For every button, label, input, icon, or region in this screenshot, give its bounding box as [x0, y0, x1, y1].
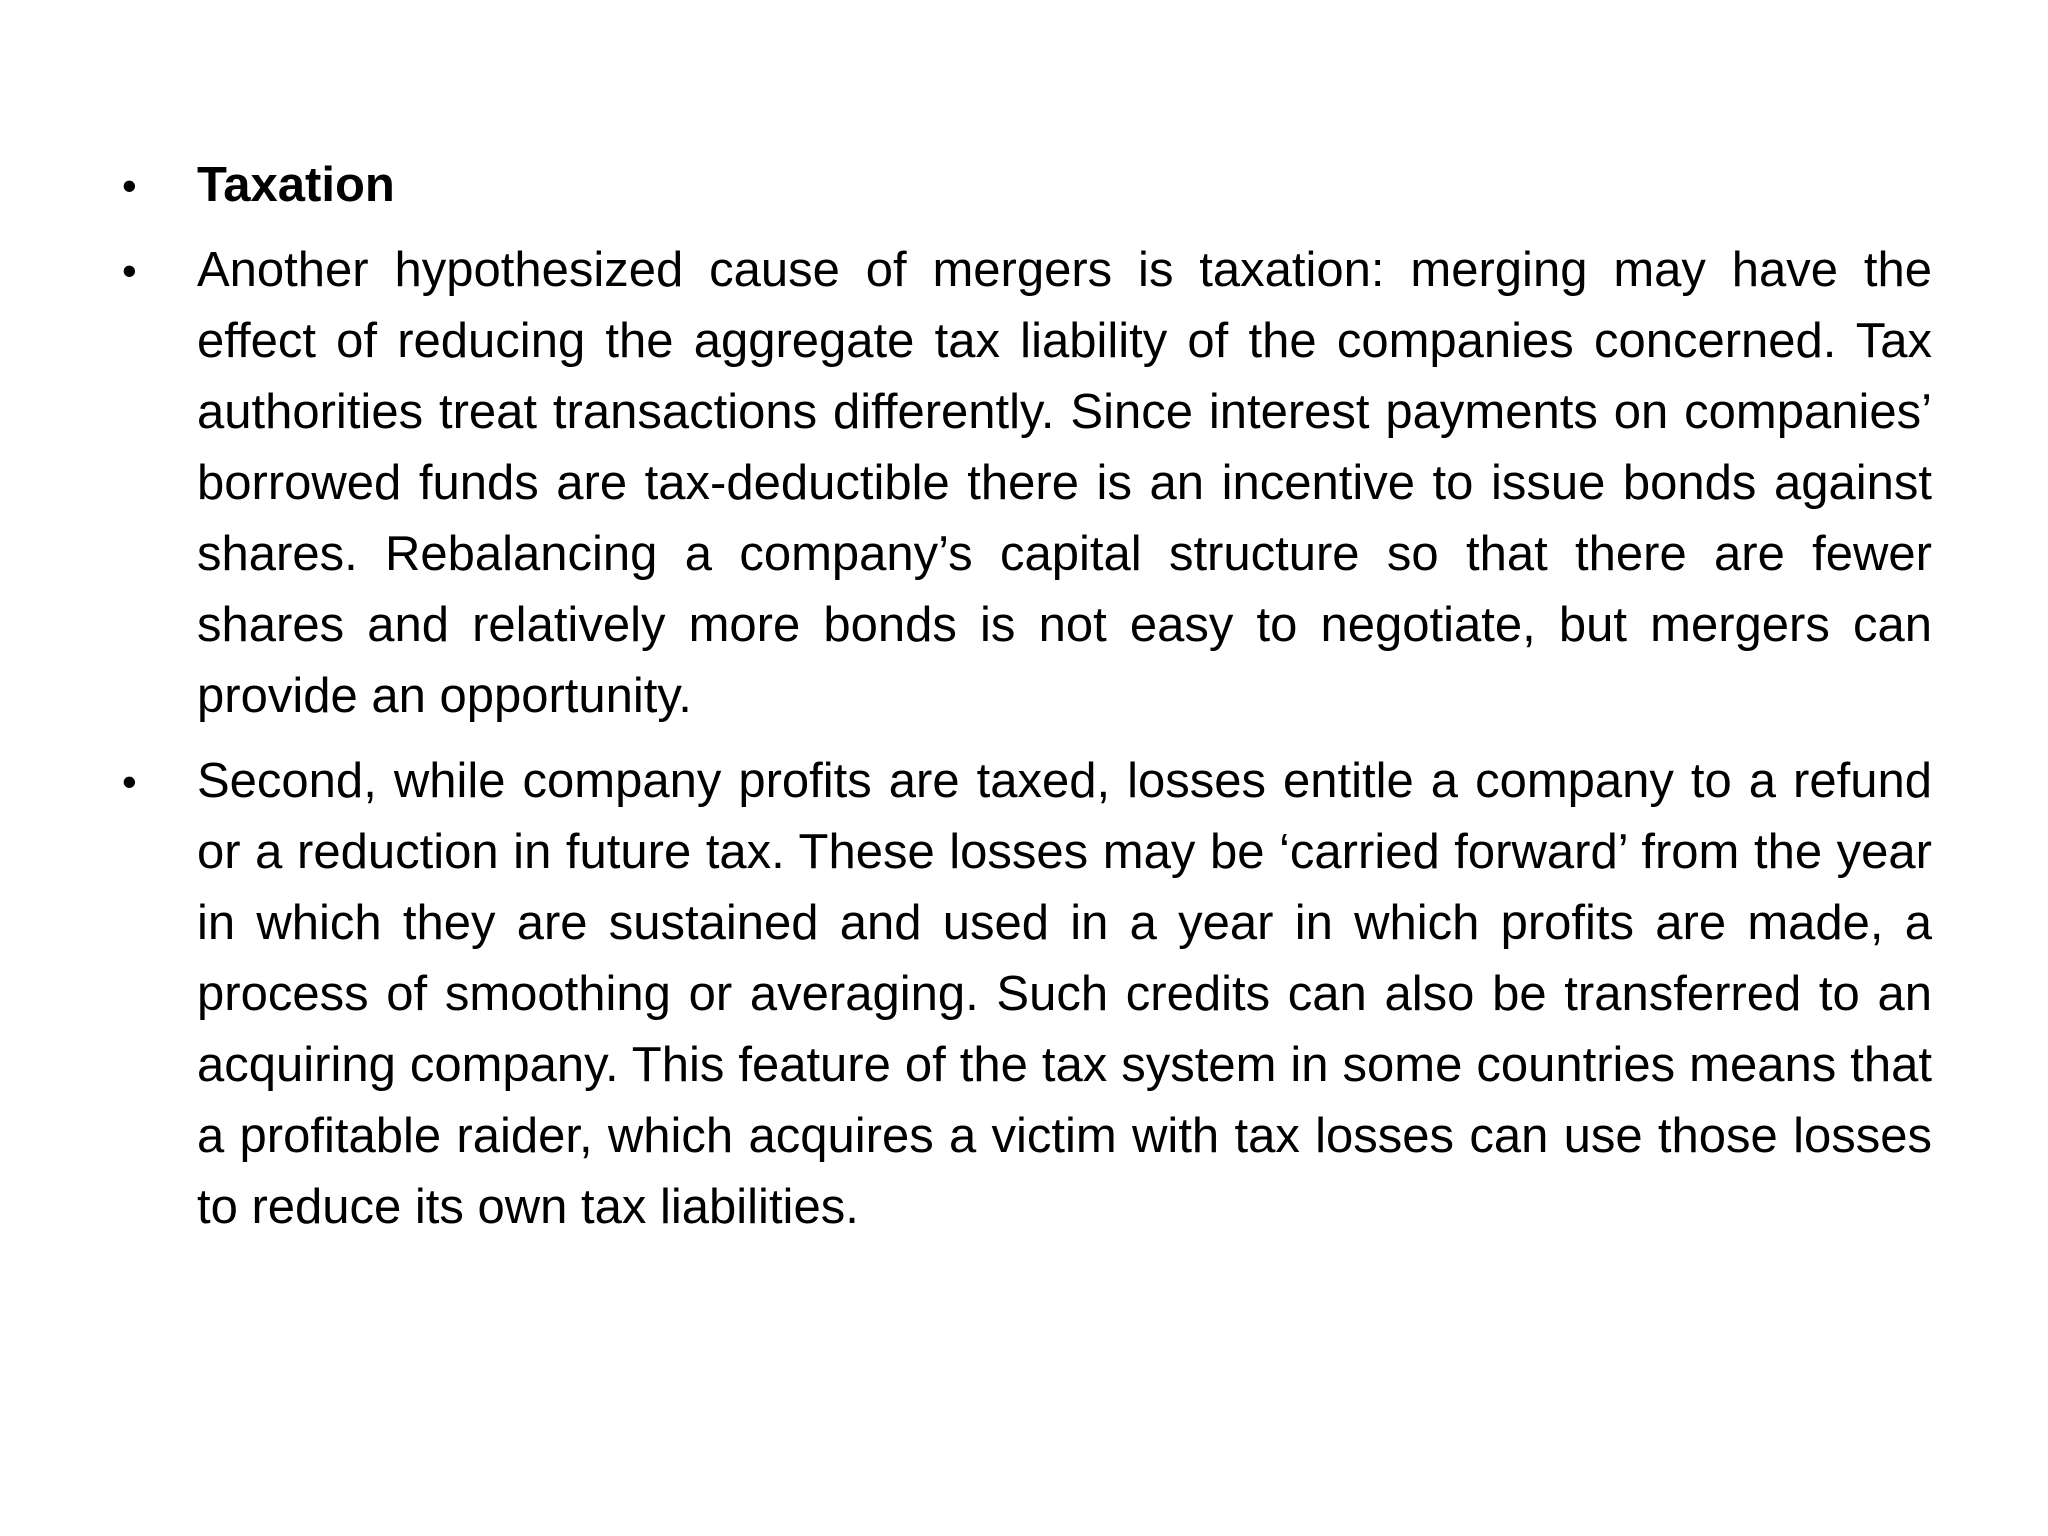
bullet-icon: • — [122, 247, 137, 294]
bullet-icon: • — [122, 758, 137, 805]
bullet-item-paragraph-1 — [120, 235, 1932, 732]
bullet-icon: • — [122, 162, 137, 209]
bullet-item-paragraph-2 — [120, 746, 1932, 1243]
slide-heading: Taxation — [197, 158, 395, 212]
paragraph-text: Second, while company profits are taxed, losses entitle a company to a refund or a reduction in future tax. These losses may be ‘carried forward’ from the year in which they are sustained and used in a year in which profits are made, a process of smoothing or averaging. Such credits can also be transferred to an acquiring company. This feature of the tax system in some countries means that a profitable raider, which acquires a victim with tax losses can use those losses to reduce its own tax liabilities. — [197, 754, 1932, 1234]
bullet-list — [120, 150, 1932, 1257]
bullet-item-heading — [120, 150, 1932, 221]
paragraph-text: Another hypothesized cause of mergers is taxation: merging may have the effect of reducing the aggregate tax liability of the companies concerned. Tax authorities treat transactions differently. Since interest payments on companies’ borrowed funds are tax-deductible there is an incentive to issue bonds against shares. Rebalancing a company’s capital structure so that there are fewer shares and relatively more bonds is not easy to negotiate, but mergers can provide an opportunity. — [197, 243, 1932, 723]
